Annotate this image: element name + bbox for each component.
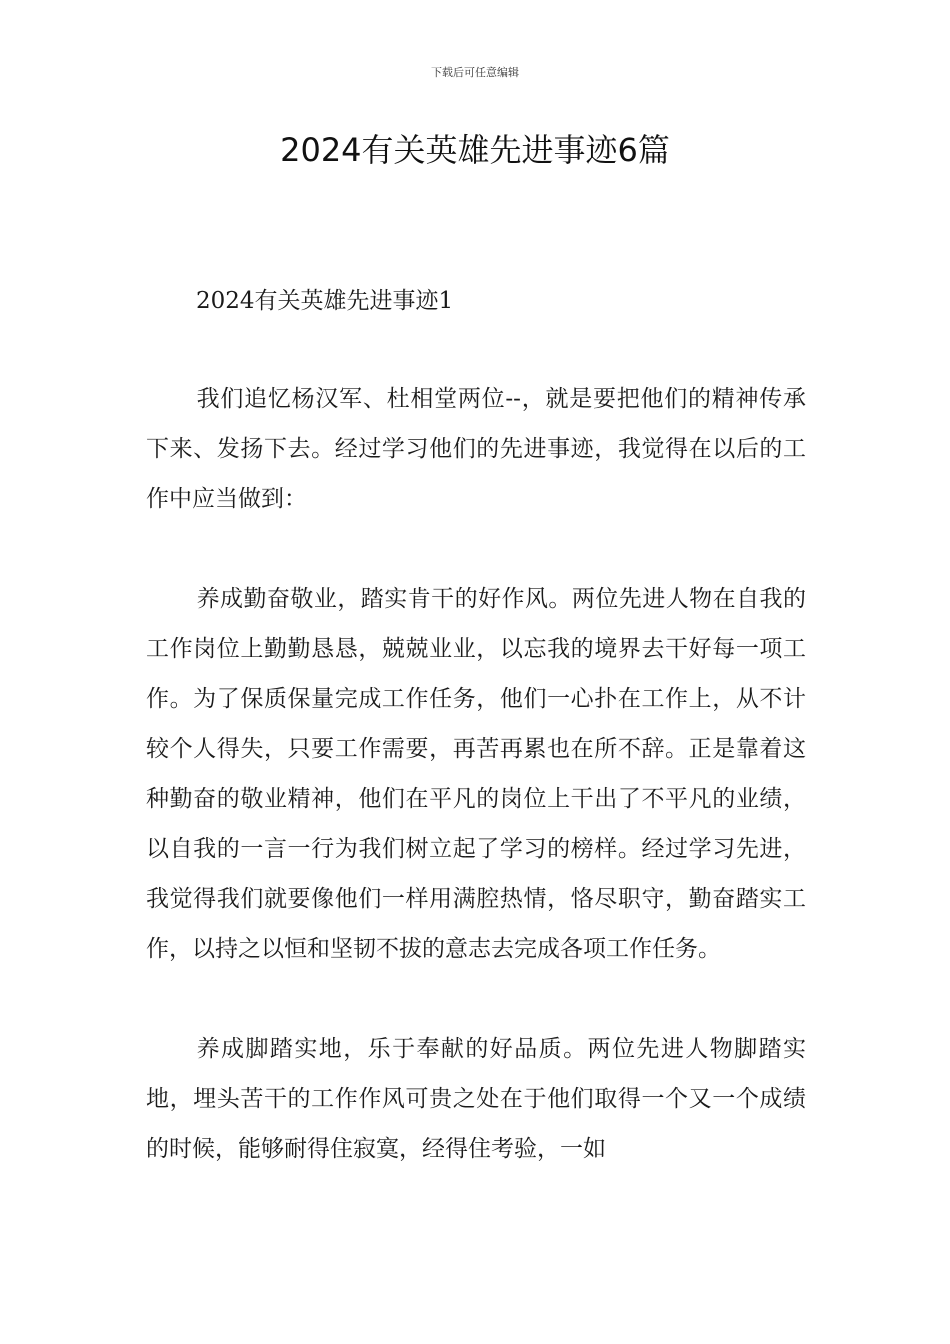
- document-body: [146, 276, 806, 1224]
- document-title: 2024有关英雄先进事迹6篇: [280, 131, 670, 169]
- section-heading: 2024有关英雄先进事迹1: [196, 288, 454, 314]
- paragraph-3: 养成脚踏实地，乐于奉献的好品质。两位先进人物脚踏实地，埋头苦干的工作作风可贵之处在于他们取得一个又一个成绩的时候，能够耐得住寂寞，经得住考验，一如: [146, 1036, 806, 1162]
- paragraph-1: 我们追忆杨汉军、杜相堂两位--，就是要把他们的精神传承下来、发扬下去。经过学习他们的先进事迹，我觉得在以后的工作中应当做到：: [146, 386, 806, 512]
- header-note: 下载后可任意编辑: [431, 66, 519, 79]
- paragraph-2: 养成勤奋敬业，踏实肯干的好作风。两位先进人物在自我的工作岗位上勤勤恳恳，兢兢业业，以忘我的境界去干好每一项工作。为了保质保量完成工作任务，他们一心扑在工作上，从不计较个人得失，只要工作需要，再苦再累也在所不辞。正是靠着这种勤奋的敬业精神，他们在平凡的岗位上干出了不平凡的业绩，以自我的一言一行为我们树立起了学习的榜样。经过学习先进，我觉得我们就要像他们一样用满腔热情，恪尽职守，勤奋踏实工作，以持之以恒和坚韧不拔的意志去完成各项工作任务。: [146, 586, 806, 962]
